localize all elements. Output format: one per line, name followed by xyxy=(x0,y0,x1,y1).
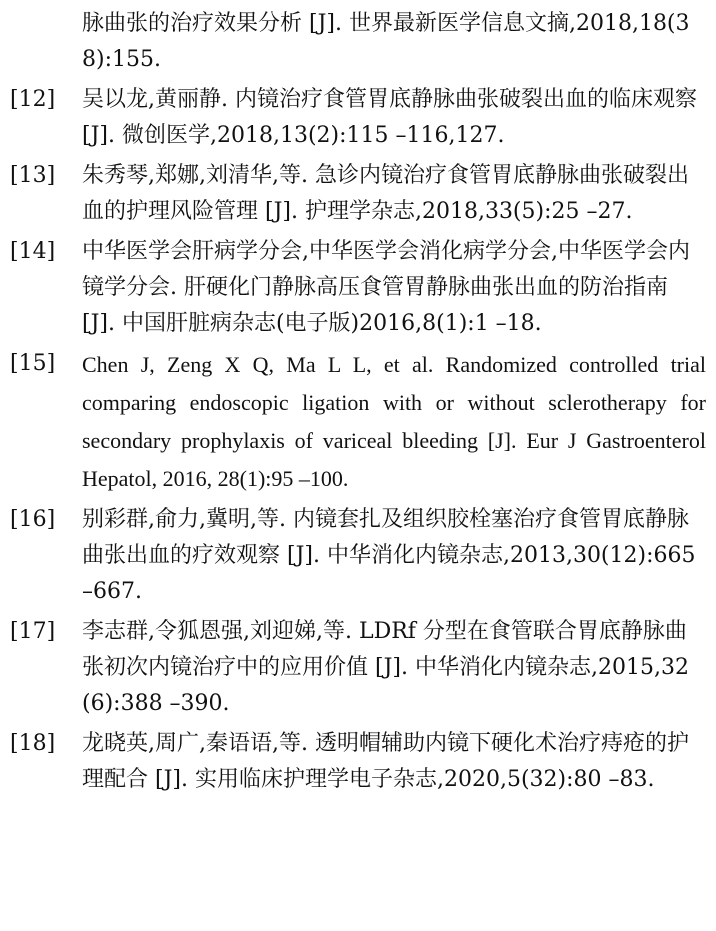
reference-item-12 xyxy=(0,82,716,154)
reference-number: [13] xyxy=(10,163,56,188)
reference-number: [18] xyxy=(10,731,56,756)
reference-number: [14] xyxy=(10,239,56,264)
reference-number: [16] xyxy=(10,507,56,532)
reference-text: Chen J, Zeng X Q, Ma L L, et al. Randomized controlled trial comparing endoscopic ligation with or without sclerotherapy for secondary prophylaxis of variceal bleeding [J]. Eur J Gastroenterol Hepatol, 2016, 28(1):95 –100. xyxy=(82,352,706,491)
reference-text: 吴以龙,黄丽静. 内镜治疗食管胃底静脉曲张破裂出血的临床观察 [J]. 微创医学,2018,13(2):115 –116,127. xyxy=(82,87,697,148)
reference-text: 朱秀琴,郑娜,刘清华,等. 急诊内镜治疗食管胃底静脉曲张破裂出血的护理风险管理 [J]. 护理学杂志,2018,33(5):25 –27. xyxy=(82,163,689,224)
reference-item-18 xyxy=(0,726,716,798)
reference-number: [12] xyxy=(10,87,56,112)
reference-item-13 xyxy=(0,158,716,230)
reference-number: [17] xyxy=(10,619,56,644)
reference-text: 中华医学会肝病学分会,中华医学会消化病学分会,中华医学会内镜学分会. 肝硬化门静脉高压食管胃静脉曲张出血的防治指南 [J]. 中国肝脏病杂志(电子版)2016,8(1):1 –18. xyxy=(82,239,690,336)
reference-text: 别彩群,俞力,冀明,等. 内镜套扎及组织胶栓塞治疗食管胃底静脉曲张出血的疗效观察 [J]. 中华消化内镜杂志,2013,30(12):665 –667. xyxy=(82,507,696,604)
reference-item-17 xyxy=(0,614,716,722)
reference-item-11-continuation xyxy=(0,6,716,78)
reference-text: 龙晓英,周广,秦语语,等. 透明帽辅助内镜下硬化术治疗痔疮的护理配合 [J]. 实用临床护理学电子杂志,2020,5(32):80 –83. xyxy=(82,731,689,792)
reference-item-14 xyxy=(0,234,716,342)
reference-text: 李志群,令狐恩强,刘迎娣,等. LDRf 分型在食管联合胃底静脉曲张初次内镜治疗中的应用价值 [J]. 中华消化内镜杂志,2015,32(6):388 –390. xyxy=(82,619,689,716)
reference-item-16 xyxy=(0,502,716,610)
reference-number: [15] xyxy=(10,351,56,376)
reference-item-15 xyxy=(0,346,716,498)
reference-text: 脉曲张的治疗效果分析 [J]. 世界最新医学信息文摘,2018,18(38):155. xyxy=(82,11,690,72)
